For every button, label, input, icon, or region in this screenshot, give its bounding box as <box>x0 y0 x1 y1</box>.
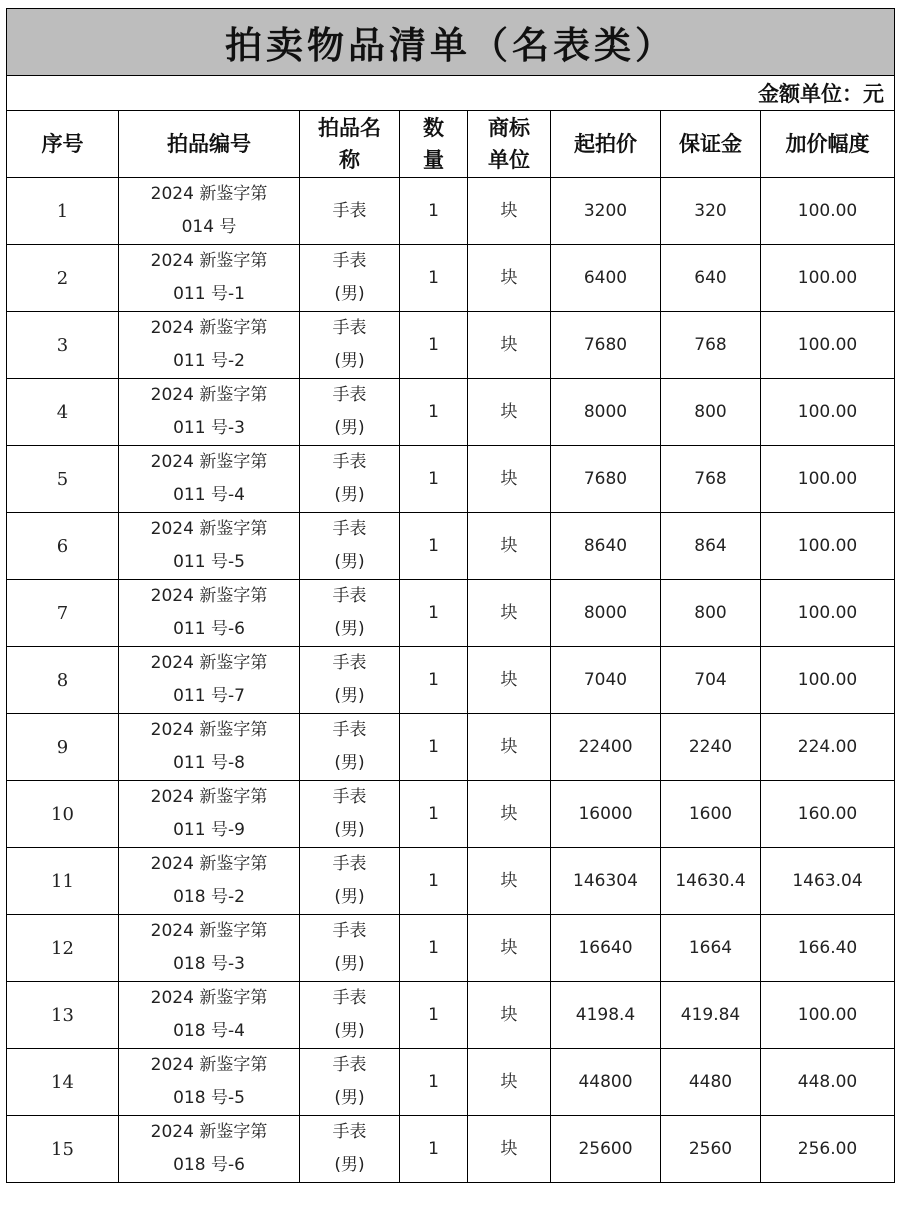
cell-start-price: 7040 <box>551 647 661 714</box>
page-title: 拍卖物品清单（名表类） <box>7 9 895 76</box>
cell-unit: 块 <box>468 915 551 982</box>
table-row <box>7 915 895 982</box>
table-row <box>7 1116 895 1183</box>
cell-index: 6 <box>7 513 119 580</box>
cell-code: 2024 新鉴字第 018 号-4 <box>119 982 300 1049</box>
cell-item-name: 手表 <box>300 178 400 245</box>
header-index: 序号 <box>7 111 119 178</box>
cell-unit: 块 <box>468 312 551 379</box>
cell-deposit: 800 <box>661 379 761 446</box>
cell-increment: 224.00 <box>761 714 895 781</box>
cell-index: 15 <box>7 1116 119 1183</box>
cell-deposit: 768 <box>661 312 761 379</box>
cell-quantity: 1 <box>400 915 468 982</box>
cell-code: 2024 新鉴字第 011 号-5 <box>119 513 300 580</box>
cell-unit: 块 <box>468 1049 551 1116</box>
cell-index: 4 <box>7 379 119 446</box>
cell-increment: 448.00 <box>761 1049 895 1116</box>
cell-code: 2024 新鉴字第 011 号-3 <box>119 379 300 446</box>
cell-unit: 块 <box>468 647 551 714</box>
cell-index: 5 <box>7 446 119 513</box>
cell-item-name: 手表 (男) <box>300 513 400 580</box>
cell-quantity: 1 <box>400 245 468 312</box>
cell-deposit: 419.84 <box>661 982 761 1049</box>
cell-index: 2 <box>7 245 119 312</box>
cell-unit: 块 <box>468 245 551 312</box>
cell-item-name: 手表 (男) <box>300 714 400 781</box>
cell-code: 2024 新鉴字第 014 号 <box>119 178 300 245</box>
cell-code: 2024 新鉴字第 011 号-9 <box>119 781 300 848</box>
cell-start-price: 8640 <box>551 513 661 580</box>
cell-item-name: 手表 (男) <box>300 446 400 513</box>
cell-increment: 100.00 <box>761 982 895 1049</box>
cell-deposit: 1664 <box>661 915 761 982</box>
cell-index: 3 <box>7 312 119 379</box>
cell-start-price: 3200 <box>551 178 661 245</box>
table-row <box>7 714 895 781</box>
cell-unit: 块 <box>468 446 551 513</box>
cell-index: 14 <box>7 1049 119 1116</box>
cell-start-price: 25600 <box>551 1116 661 1183</box>
header-item-name: 拍品名 称 <box>300 111 400 178</box>
header-start-price: 起拍价 <box>551 111 661 178</box>
table-row <box>7 982 895 1049</box>
cell-item-name: 手表 (男) <box>300 647 400 714</box>
cell-item-name: 手表 (男) <box>300 915 400 982</box>
auction-item-table <box>6 8 895 1183</box>
cell-quantity: 1 <box>400 647 468 714</box>
header-increment: 加价幅度 <box>761 111 895 178</box>
currency-unit-note: 金额单位：元 <box>7 76 895 111</box>
cell-deposit: 640 <box>661 245 761 312</box>
cell-increment: 100.00 <box>761 379 895 446</box>
table-row <box>7 580 895 647</box>
cell-increment: 100.00 <box>761 513 895 580</box>
cell-index: 1 <box>7 178 119 245</box>
table-row <box>7 245 895 312</box>
table-row <box>7 379 895 446</box>
cell-deposit: 4480 <box>661 1049 761 1116</box>
cell-deposit: 704 <box>661 647 761 714</box>
cell-quantity: 1 <box>400 178 468 245</box>
cell-deposit: 864 <box>661 513 761 580</box>
cell-index: 7 <box>7 580 119 647</box>
table-row <box>7 848 895 915</box>
table-row <box>7 446 895 513</box>
table-row <box>7 513 895 580</box>
cell-deposit: 768 <box>661 446 761 513</box>
cell-increment: 160.00 <box>761 781 895 848</box>
cell-code: 2024 新鉴字第 018 号-6 <box>119 1116 300 1183</box>
cell-quantity: 1 <box>400 580 468 647</box>
cell-quantity: 1 <box>400 312 468 379</box>
cell-item-name: 手表 (男) <box>300 245 400 312</box>
cell-deposit: 800 <box>661 580 761 647</box>
cell-item-name: 手表 (男) <box>300 312 400 379</box>
cell-item-name: 手表 (男) <box>300 580 400 647</box>
cell-unit: 块 <box>468 178 551 245</box>
cell-unit: 块 <box>468 848 551 915</box>
cell-quantity: 1 <box>400 1049 468 1116</box>
cell-start-price: 7680 <box>551 312 661 379</box>
cell-deposit: 1600 <box>661 781 761 848</box>
cell-quantity: 1 <box>400 714 468 781</box>
cell-start-price: 16000 <box>551 781 661 848</box>
cell-quantity: 1 <box>400 848 468 915</box>
cell-increment: 100.00 <box>761 647 895 714</box>
cell-item-name: 手表 (男) <box>300 781 400 848</box>
cell-increment: 100.00 <box>761 580 895 647</box>
header-deposit: 保证金 <box>661 111 761 178</box>
cell-quantity: 1 <box>400 446 468 513</box>
cell-item-name: 手表 (男) <box>300 982 400 1049</box>
header-code: 拍品编号 <box>119 111 300 178</box>
cell-unit: 块 <box>468 580 551 647</box>
cell-code: 2024 新鉴字第 011 号-4 <box>119 446 300 513</box>
cell-code: 2024 新鉴字第 011 号-7 <box>119 647 300 714</box>
cell-increment: 256.00 <box>761 1116 895 1183</box>
cell-start-price: 16640 <box>551 915 661 982</box>
cell-quantity: 1 <box>400 379 468 446</box>
cell-index: 9 <box>7 714 119 781</box>
cell-index: 10 <box>7 781 119 848</box>
cell-deposit: 320 <box>661 178 761 245</box>
cell-unit: 块 <box>468 513 551 580</box>
cell-quantity: 1 <box>400 781 468 848</box>
cell-start-price: 22400 <box>551 714 661 781</box>
cell-unit: 块 <box>468 379 551 446</box>
cell-code: 2024 新鉴字第 018 号-2 <box>119 848 300 915</box>
cell-deposit: 14630.4 <box>661 848 761 915</box>
cell-unit: 块 <box>468 781 551 848</box>
cell-start-price: 8000 <box>551 580 661 647</box>
cell-unit: 块 <box>468 1116 551 1183</box>
cell-unit: 块 <box>468 714 551 781</box>
table-row <box>7 1049 895 1116</box>
cell-unit: 块 <box>468 982 551 1049</box>
header-row <box>7 111 895 178</box>
table-row <box>7 312 895 379</box>
table-row <box>7 781 895 848</box>
cell-quantity: 1 <box>400 982 468 1049</box>
cell-start-price: 6400 <box>551 245 661 312</box>
cell-code: 2024 新鉴字第 011 号-6 <box>119 580 300 647</box>
cell-item-name: 手表 (男) <box>300 379 400 446</box>
header-quantity: 数 量 <box>400 111 468 178</box>
cell-code: 2024 新鉴字第 018 号-5 <box>119 1049 300 1116</box>
cell-code: 2024 新鉴字第 018 号-3 <box>119 915 300 982</box>
cell-increment: 100.00 <box>761 245 895 312</box>
cell-start-price: 4198.4 <box>551 982 661 1049</box>
header-unit: 商标 单位 <box>468 111 551 178</box>
table-row <box>7 178 895 245</box>
cell-code: 2024 新鉴字第 011 号-1 <box>119 245 300 312</box>
cell-item-name: 手表 (男) <box>300 848 400 915</box>
cell-increment: 166.40 <box>761 915 895 982</box>
cell-code: 2024 新鉴字第 011 号-2 <box>119 312 300 379</box>
cell-index: 12 <box>7 915 119 982</box>
cell-index: 8 <box>7 647 119 714</box>
cell-start-price: 44800 <box>551 1049 661 1116</box>
cell-code: 2024 新鉴字第 011 号-8 <box>119 714 300 781</box>
cell-index: 13 <box>7 982 119 1049</box>
table-row <box>7 647 895 714</box>
cell-deposit: 2560 <box>661 1116 761 1183</box>
cell-increment: 100.00 <box>761 178 895 245</box>
cell-item-name: 手表 (男) <box>300 1116 400 1183</box>
cell-quantity: 1 <box>400 1116 468 1183</box>
cell-deposit: 2240 <box>661 714 761 781</box>
cell-start-price: 7680 <box>551 446 661 513</box>
cell-start-price: 8000 <box>551 379 661 446</box>
cell-start-price: 146304 <box>551 848 661 915</box>
cell-increment: 100.00 <box>761 312 895 379</box>
cell-increment: 1463.04 <box>761 848 895 915</box>
cell-quantity: 1 <box>400 513 468 580</box>
cell-index: 11 <box>7 848 119 915</box>
cell-increment: 100.00 <box>761 446 895 513</box>
cell-item-name: 手表 (男) <box>300 1049 400 1116</box>
